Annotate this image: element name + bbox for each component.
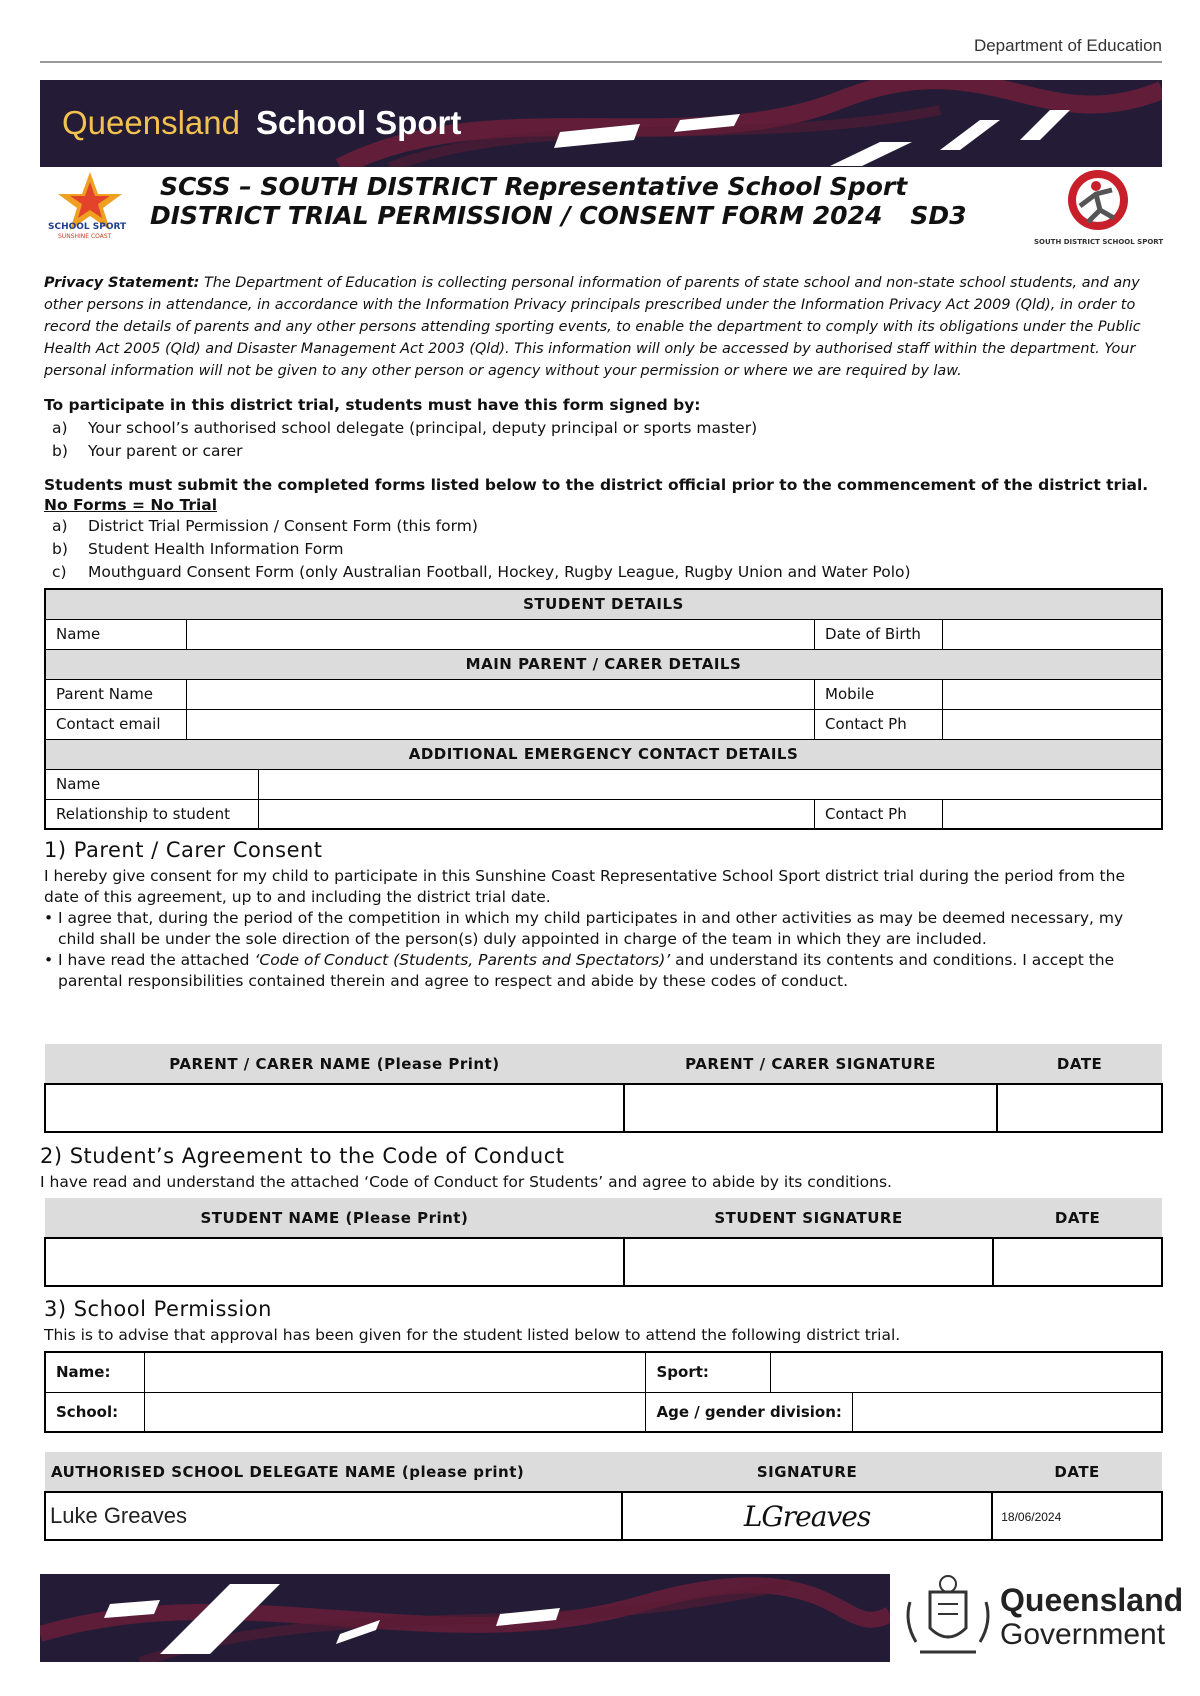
list-marker: a) bbox=[52, 517, 68, 535]
dob-field[interactable] bbox=[942, 619, 1162, 649]
list-item bbox=[44, 515, 1160, 538]
col-parent-signature: PARENT / CARER SIGNATURE bbox=[624, 1044, 997, 1084]
division-label: Age / gender division: bbox=[646, 1392, 852, 1432]
athlete-icon bbox=[1030, 166, 1166, 236]
left-logo-text2: SUNSHINE COAST bbox=[58, 233, 112, 240]
delegate-name-value: Luke Greaves bbox=[50, 1503, 187, 1528]
delegate-date-value: 18/06/2024 bbox=[1001, 1510, 1062, 1524]
bullet2-pre: I have read the attached bbox=[58, 951, 255, 969]
parent-consent-heading: 1) Parent / Carer Consent bbox=[44, 838, 323, 862]
privacy-statement bbox=[44, 272, 1162, 382]
consent-intro: I hereby give consent for my child to participate in this Sunshine Coast Representative School Sport district trial during the period from the date of this agreement, up to and including the district trial date. bbox=[44, 867, 1125, 906]
student-signature-field[interactable] bbox=[624, 1238, 993, 1286]
school-permission-text: This is to advise that approval has been given for the student listed below to attend the following district trial. bbox=[44, 1326, 901, 1344]
school-sport-logo bbox=[50, 170, 130, 242]
mobile-label: Mobile bbox=[815, 679, 943, 709]
school-permission-table bbox=[44, 1351, 1163, 1433]
signing-heading: To participate in this district trial, students must have this form signed by: bbox=[44, 396, 701, 414]
header-divider bbox=[40, 61, 1162, 63]
list-item bbox=[44, 561, 1160, 584]
student-name-print-field[interactable] bbox=[45, 1238, 624, 1286]
emergency-contact-ph-field[interactable] bbox=[942, 799, 1162, 829]
col-delegate-date: DATE bbox=[992, 1452, 1162, 1492]
left-logo-text1: SCHOOL SPORT bbox=[48, 222, 127, 232]
parent-date-field[interactable] bbox=[997, 1084, 1162, 1132]
code-of-conduct-title: ‘Code of Conduct (Students, Parents and Spectators)’ bbox=[254, 951, 671, 969]
sport-field[interactable] bbox=[771, 1352, 1162, 1392]
form-title-line2 bbox=[150, 201, 967, 230]
emergency-name-field[interactable] bbox=[259, 769, 1162, 799]
form-code: SD3 bbox=[910, 201, 967, 230]
banner-word-school-sport: School Sport bbox=[256, 104, 462, 141]
perm-name-label: Name: bbox=[45, 1352, 145, 1392]
col-student-date: DATE bbox=[993, 1198, 1162, 1238]
south-district-logo bbox=[1030, 166, 1166, 248]
division-field[interactable] bbox=[852, 1392, 1162, 1432]
school-label: School: bbox=[45, 1392, 145, 1432]
contact-ph-label: Contact Ph bbox=[815, 709, 943, 739]
parent-signature-table bbox=[44, 1044, 1163, 1133]
relationship-field[interactable] bbox=[259, 799, 815, 829]
list-item bbox=[44, 417, 757, 440]
list-item: • I agree that, during the period of the competition in which my child participates in and other activities as may be deemed necessary, my child shall be under the sole direction of the person(s) duly appointed in charge of the team in which they are included. bbox=[44, 908, 1154, 950]
form-title-line1: SCSS – SOUTH DISTRICT Representative School Sport bbox=[160, 172, 908, 201]
footer-decoration bbox=[40, 1574, 890, 1662]
gov-wordmark-line1: Queensland bbox=[1000, 1582, 1184, 1618]
relationship-label: Relationship to student bbox=[45, 799, 259, 829]
list-text: District Trial Permission / Consent Form (this form) bbox=[88, 517, 478, 535]
email-label: Contact email bbox=[45, 709, 187, 739]
list-item bbox=[44, 950, 1154, 992]
list-text: Mouthguard Consent Form (only Australian Football, Hockey, Rugby League, Rugby Union and Water Polo) bbox=[88, 563, 911, 581]
dob-label: Date of Birth bbox=[815, 619, 943, 649]
submit-instructions bbox=[44, 475, 1160, 584]
gov-wordmark-line2: Government bbox=[1000, 1618, 1166, 1651]
brand-banner bbox=[40, 80, 1162, 167]
school-field[interactable] bbox=[145, 1392, 646, 1432]
parent-name-label: Parent Name bbox=[45, 679, 187, 709]
col-parent-name: PARENT / CARER NAME (Please Print) bbox=[45, 1044, 624, 1084]
contact-ph-field[interactable] bbox=[942, 709, 1162, 739]
delegate-date-field[interactable] bbox=[992, 1492, 1162, 1540]
consent-body bbox=[44, 866, 1154, 992]
student-details-header: STUDENT DETAILS bbox=[45, 589, 1162, 619]
col-student-name: STUDENT NAME (Please Print) bbox=[45, 1198, 624, 1238]
email-field[interactable] bbox=[187, 709, 815, 739]
parent-name-print-field[interactable] bbox=[45, 1084, 624, 1132]
coat-of-arms-icon bbox=[900, 1572, 996, 1664]
submit-heading bbox=[44, 475, 1160, 515]
student-agreement-heading: 2) Student’s Agreement to the Code of Conduct bbox=[40, 1144, 565, 1168]
right-logo-text: SOUTH DISTRICT SCHOOL SPORT bbox=[1034, 238, 1164, 246]
department-label: Department of Education bbox=[973, 36, 1162, 55]
student-agreement-text: I have read and understand the attached ‘Code of Conduct for Students’ and agree to abide by its conditions. bbox=[40, 1173, 892, 1191]
delegate-name-field[interactable] bbox=[45, 1492, 622, 1540]
emergency-contact-ph-label: Contact Ph bbox=[815, 799, 943, 829]
parent-signature-field[interactable] bbox=[624, 1084, 997, 1132]
student-signature-table bbox=[44, 1198, 1163, 1287]
school-permission-heading: 3) School Permission bbox=[44, 1297, 272, 1321]
consent-bullets bbox=[44, 908, 1154, 992]
list-marker: b) bbox=[52, 540, 68, 558]
delegate-signature-table bbox=[44, 1452, 1163, 1541]
list-item bbox=[44, 440, 757, 463]
emergency-name-label: Name bbox=[45, 769, 259, 799]
perm-name-field[interactable] bbox=[145, 1352, 646, 1392]
col-delegate-name: AUTHORISED SCHOOL DELEGATE NAME (please print) bbox=[45, 1452, 622, 1492]
queensland-crest bbox=[900, 1572, 996, 1664]
details-table bbox=[44, 588, 1163, 830]
col-parent-date: DATE bbox=[997, 1044, 1162, 1084]
footer-banner bbox=[40, 1574, 890, 1662]
banner-word-queensland: Queensland bbox=[62, 104, 240, 141]
col-student-signature: STUDENT SIGNATURE bbox=[624, 1198, 993, 1238]
no-forms-no-trial: No Forms = No Trial bbox=[44, 496, 218, 514]
parent-details-header: MAIN PARENT / CARER DETAILS bbox=[45, 649, 1162, 679]
sport-label: Sport: bbox=[646, 1352, 771, 1392]
emergency-details-header: ADDITIONAL EMERGENCY CONTACT DETAILS bbox=[45, 739, 1162, 769]
bullet2-post: and understand its contents and conditions. I accept the parental responsibilities contained therein and agree to respect and abide by these codes of conduct. bbox=[58, 951, 1115, 990]
col-delegate-signature: SIGNATURE bbox=[622, 1452, 992, 1492]
privacy-label: Privacy Statement: bbox=[44, 275, 200, 291]
submit-heading-text: Students must submit the completed forms listed below to the district official prior to the commencement of the district trial. bbox=[44, 476, 1149, 494]
form-title-text: DISTRICT TRIAL PERMISSION / CONSENT FORM 2024 bbox=[150, 201, 883, 230]
name-label: Name bbox=[45, 619, 187, 649]
list-marker: a) bbox=[52, 419, 68, 437]
list-marker: b) bbox=[52, 442, 68, 460]
delegate-signature-field[interactable] bbox=[622, 1492, 992, 1540]
list-text: Your school’s authorised school delegate (principal, deputy principal or sports master) bbox=[88, 419, 758, 437]
mobile-field[interactable] bbox=[942, 679, 1162, 709]
student-date-field[interactable] bbox=[993, 1238, 1162, 1286]
list-text: Your parent or carer bbox=[88, 442, 243, 460]
delegate-signature: LGreaves bbox=[743, 1499, 871, 1533]
list-item bbox=[44, 538, 1160, 561]
student-name-field[interactable] bbox=[187, 619, 815, 649]
parent-name-field[interactable] bbox=[187, 679, 815, 709]
list-marker: c) bbox=[52, 563, 67, 581]
signing-instructions bbox=[44, 394, 757, 463]
privacy-text: The Department of Education is collecting personal information of parents of state school and non-state school students, and any other persons in attendance, in accordance with the Information Privacy principals prescribed under the Information Privacy Act 2009 (Qld), in order to record the details of parents and any other persons attending sporting events, to enable the department to comply with its obligations under the Public Health Act 2005 (Qld) and Disaster Management Act 2003 (Qld). This information will only be accessed by authorised staff within the department. Your personal information will not be given to any other person or agency without your permission or where we are required by law. bbox=[44, 275, 1141, 379]
list-text: Student Health Information Form bbox=[88, 540, 344, 558]
